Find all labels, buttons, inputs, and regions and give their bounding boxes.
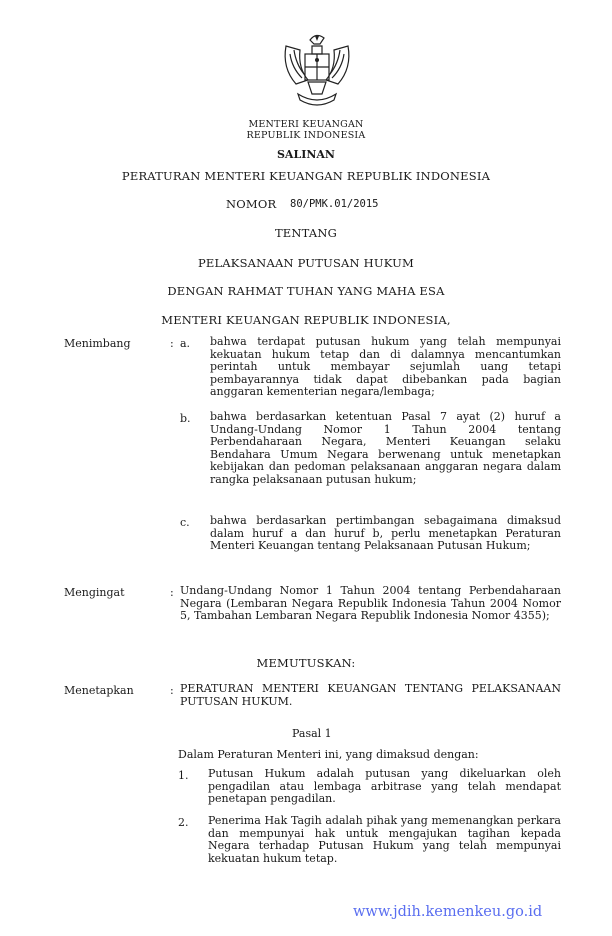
menetapkan-text: PERATURAN MENTERI KEUANGAN TENTANG PELAKSANAAN PUTUSAN HUKUM. [180, 682, 561, 708]
institution-country: REPUBLIK INDONESIA [246, 130, 366, 141]
subject-title: PELAKSANAAN PUTUSAN HUKUM [197, 256, 415, 270]
pasal-heading: Pasal 1 [292, 727, 332, 740]
item-marker: 2. [178, 816, 189, 829]
mengingat-colon: : [170, 586, 174, 599]
menimbang-item-b: bahwa berdasarkan ketentuan Pasal 7 ayat (2) huruf a Undang-Undang Nomor 1 Tahun 2004 tentang Perbendaharaan Negara, Menteri Keuangan selaku Bendahara Umum Negara berwenang untuk menetapkan kebijakan dan pedoman pelaksanaan anggaran negara dalam rangka pelaksanaan putusan hukum; [210, 410, 561, 486]
about-label: TENTANG [274, 226, 338, 240]
authority: MENTERI KEUANGAN REPUBLIK INDONESIA, [161, 313, 451, 327]
menimbang-colon: : [170, 337, 174, 350]
invocation: DENGAN RAHMAT TUHAN YANG MAHA ESA [167, 284, 445, 298]
website-url: www.jdih.kemenkeu.go.id [353, 904, 543, 920]
pasal-intro: Dalam Peraturan Menteri ini, yang dimaksud dengan: [178, 748, 479, 761]
menetapkan-label: Menetapkan [64, 684, 134, 697]
menimbang-label: Menimbang [64, 337, 131, 350]
garuda-emblem-icon [278, 28, 356, 114]
mengingat-text: Undang-Undang Nomor 1 Tahun 2004 tentang Perbendaharaan Negara (Lembaran Negara Republik Indonesia Tahun 2004 Nomor 5, Tambahan Lembaran Negara Republik Indonesia Nomor 4355); [180, 584, 561, 622]
institution-name: MENTERI KEUANGAN [248, 119, 364, 130]
regulation-title: PERATURAN MENTERI KEUANGAN REPUBLIK INDONESIA [121, 169, 491, 183]
memutuskan-heading: MEMUTUSKAN: [256, 656, 356, 670]
item-marker: c. [180, 516, 190, 529]
item-marker: a. [180, 337, 191, 350]
number-label: NOMOR [226, 197, 277, 211]
number-value: 80/PMK.01/2015 [290, 198, 379, 210]
item-marker: b. [180, 412, 191, 425]
menetapkan-colon: : [170, 684, 174, 697]
menimbang-item-a: bahwa terdapat putusan hukum yang telah mempunyai kekuatan hukum tetap dan di dalamnya mencantumkan perintah untuk membayar sejumlah uang tetapi pembayarannya tidak dapat dibebankan pada bagian anggaran kementerian negara/lembaga; [210, 335, 561, 398]
mengingat-label: Mengingat [64, 586, 125, 599]
definition-1: Putusan Hukum adalah putusan yang dikeluarkan oleh pengadilan atau lembaga arbitrase yang telah mendapat penetapan pengadilan. [208, 767, 561, 805]
copy-label: SALINAN [276, 148, 335, 161]
item-marker: 1. [178, 769, 189, 782]
definition-2: Penerima Hak Tagih adalah pihak yang memenangkan perkara dan mempunyai hak untuk mengajukan tagihan kepada Negara terhadap Putusan Hukum yang telah mempunyai kekuatan hukum tetap. [208, 814, 561, 865]
menimbang-item-c: bahwa berdasarkan pertimbangan sebagaimana dimaksud dalam huruf a dan huruf b, perlu menetapkan Peraturan Menteri Keuangan tentang Pelaksanaan Putusan Hukum; [210, 514, 561, 552]
